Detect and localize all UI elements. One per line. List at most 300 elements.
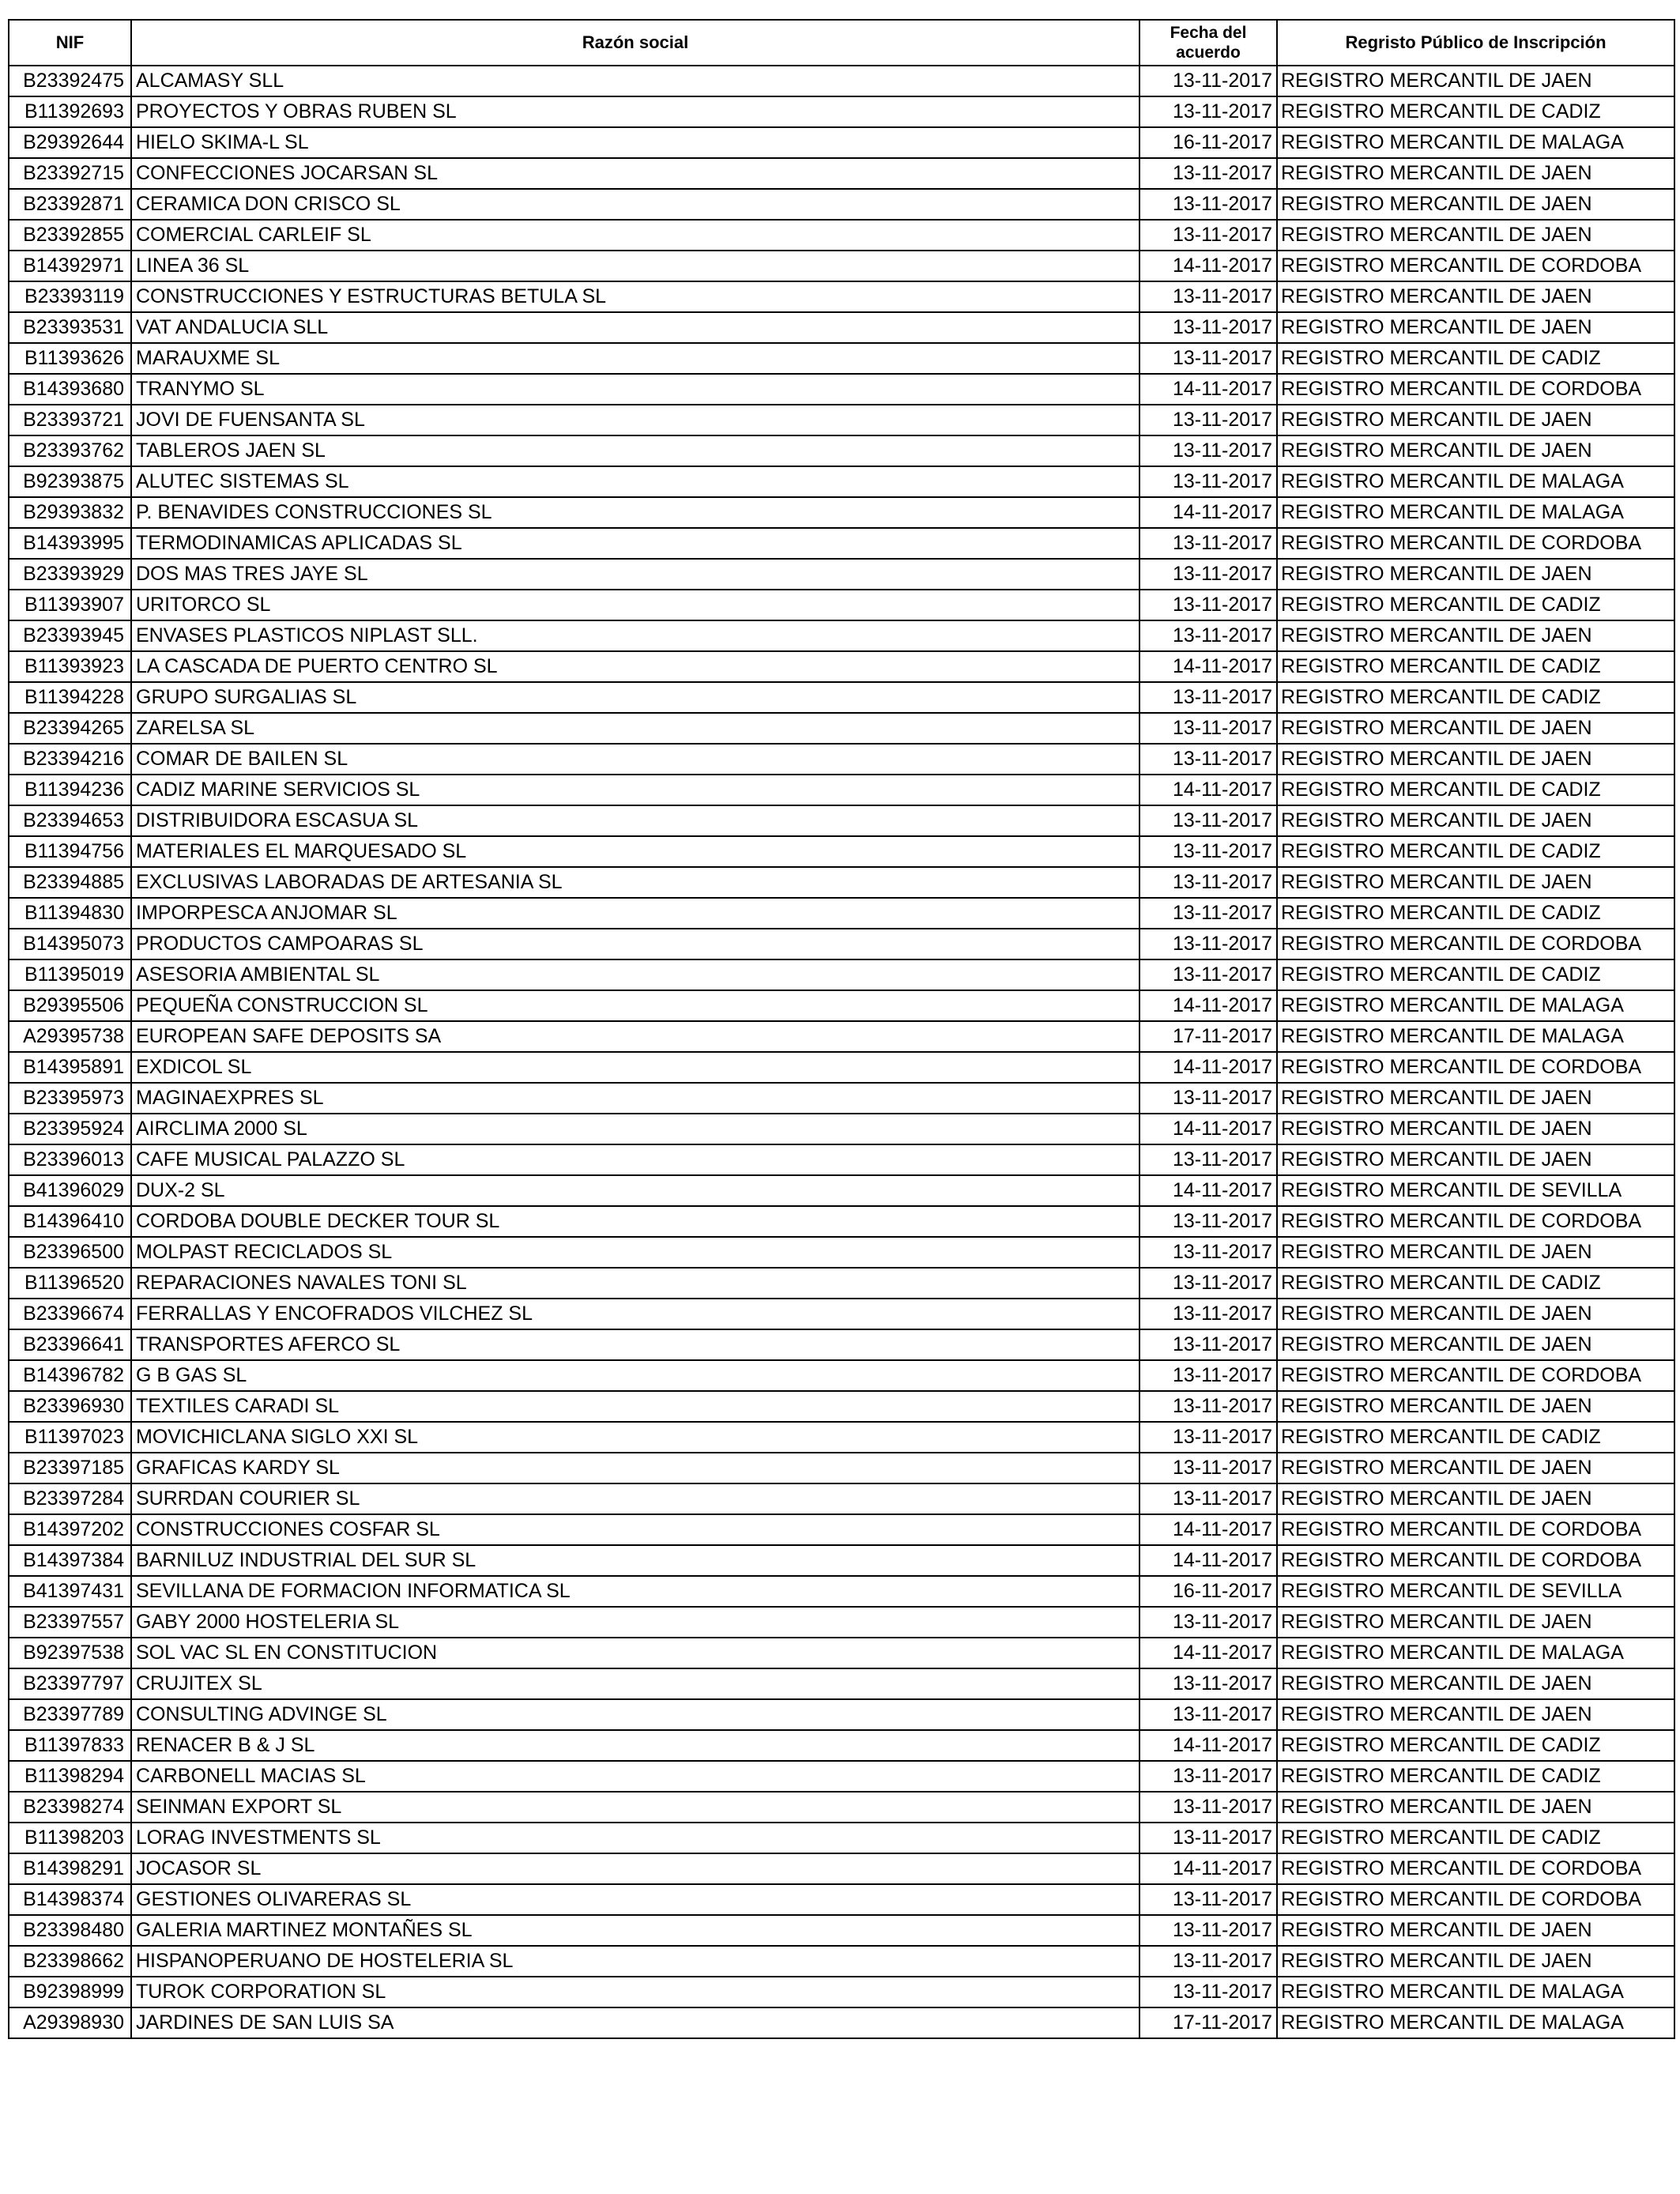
nif-cell: B14396782 bbox=[9, 1360, 131, 1391]
fecha-cell: 16-11-2017 bbox=[1139, 127, 1277, 158]
razon-social-cell: HIELO SKIMA-L SL bbox=[131, 127, 1139, 158]
razon-social-cell: EUROPEAN SAFE DEPOSITS SA bbox=[131, 1021, 1139, 1052]
razon-social-cell: TRANYMO SL bbox=[131, 374, 1139, 405]
razon-social-cell: ASESORIA AMBIENTAL SL bbox=[131, 959, 1139, 990]
registro-cell: REGISTRO MERCANTIL DE JAEN bbox=[1277, 1391, 1674, 1422]
razon-social-cell: LORAG INVESTMENTS SL bbox=[131, 1823, 1139, 1853]
razon-social-cell: ALCAMASY SLL bbox=[131, 66, 1139, 96]
razon-social-cell: BARNILUZ INDUSTRIAL DEL SUR SL bbox=[131, 1545, 1139, 1576]
razon-social-cell: COMERCIAL CARLEIF SL bbox=[131, 220, 1139, 251]
registro-cell: REGISTRO MERCANTIL DE JAEN bbox=[1277, 66, 1674, 96]
nif-cell: B92398999 bbox=[9, 1977, 131, 2007]
razon-social-cell: MARAUXME SL bbox=[131, 343, 1139, 374]
header-razon-social: Razón social bbox=[131, 20, 1139, 66]
table-row bbox=[9, 929, 1674, 959]
registro-cell: REGISTRO MERCANTIL DE CADIZ bbox=[1277, 651, 1674, 682]
nif-cell: B23394653 bbox=[9, 805, 131, 836]
razon-social-cell: TRANSPORTES AFERCO SL bbox=[131, 1329, 1139, 1360]
nif-cell: B11393923 bbox=[9, 651, 131, 682]
nif-cell: B11394236 bbox=[9, 775, 131, 805]
nif-cell: B14395891 bbox=[9, 1052, 131, 1083]
fecha-cell: 13-11-2017 bbox=[1139, 1422, 1277, 1453]
fecha-cell: 14-11-2017 bbox=[1139, 651, 1277, 682]
fecha-cell: 13-11-2017 bbox=[1139, 189, 1277, 220]
table-row bbox=[9, 990, 1674, 1021]
nif-cell: B11397833 bbox=[9, 1730, 131, 1761]
nif-cell: B41396029 bbox=[9, 1175, 131, 1206]
fecha-cell: 13-11-2017 bbox=[1139, 559, 1277, 590]
registro-cell: REGISTRO MERCANTIL DE JAEN bbox=[1277, 189, 1674, 220]
razon-social-cell: EXCLUSIVAS LABORADAS DE ARTESANIA SL bbox=[131, 867, 1139, 898]
table-row bbox=[9, 1299, 1674, 1329]
fecha-cell: 14-11-2017 bbox=[1139, 1114, 1277, 1144]
nif-cell: B23395973 bbox=[9, 1083, 131, 1114]
fecha-cell: 16-11-2017 bbox=[1139, 1576, 1277, 1607]
razon-social-cell: SEINMAN EXPORT SL bbox=[131, 1792, 1139, 1823]
razon-social-cell: GESTIONES OLIVARERAS SL bbox=[131, 1884, 1139, 1915]
nif-cell: B23396930 bbox=[9, 1391, 131, 1422]
table-row bbox=[9, 435, 1674, 466]
registro-cell: REGISTRO MERCANTIL DE MALAGA bbox=[1277, 1021, 1674, 1052]
registro-cell: REGISTRO MERCANTIL DE CORDOBA bbox=[1277, 1884, 1674, 1915]
fecha-cell: 14-11-2017 bbox=[1139, 990, 1277, 1021]
registro-cell: REGISTRO MERCANTIL DE MALAGA bbox=[1277, 1638, 1674, 1668]
nif-cell: B23394885 bbox=[9, 867, 131, 898]
fecha-cell: 13-11-2017 bbox=[1139, 713, 1277, 744]
table-row bbox=[9, 96, 1674, 127]
razon-social-cell: LINEA 36 SL bbox=[131, 251, 1139, 281]
razon-social-cell: MOLPAST RECICLADOS SL bbox=[131, 1237, 1139, 1268]
razon-social-cell: CARBONELL MACIAS SL bbox=[131, 1761, 1139, 1792]
nif-cell: B23393721 bbox=[9, 405, 131, 435]
fecha-cell: 13-11-2017 bbox=[1139, 1329, 1277, 1360]
razon-social-cell: GRAFICAS KARDY SL bbox=[131, 1453, 1139, 1483]
fecha-cell: 13-11-2017 bbox=[1139, 1915, 1277, 1946]
registro-cell: REGISTRO MERCANTIL DE MALAGA bbox=[1277, 2007, 1674, 2038]
razon-social-cell: GALERIA MARTINEZ MONTAÑES SL bbox=[131, 1915, 1139, 1946]
fecha-cell: 13-11-2017 bbox=[1139, 466, 1277, 497]
table-row bbox=[9, 713, 1674, 744]
nif-cell: B23393531 bbox=[9, 312, 131, 343]
fecha-cell: 13-11-2017 bbox=[1139, 528, 1277, 559]
table-row bbox=[9, 1391, 1674, 1422]
razon-social-cell: SOL VAC SL EN CONSTITUCION bbox=[131, 1638, 1139, 1668]
table-row bbox=[9, 1823, 1674, 1853]
table-row bbox=[9, 466, 1674, 497]
registro-cell: REGISTRO MERCANTIL DE JAEN bbox=[1277, 620, 1674, 651]
table-row bbox=[9, 497, 1674, 528]
table-row bbox=[9, 1083, 1674, 1114]
razon-social-cell: VAT ANDALUCIA SLL bbox=[131, 312, 1139, 343]
fecha-cell: 13-11-2017 bbox=[1139, 1884, 1277, 1915]
nif-cell: B23393762 bbox=[9, 435, 131, 466]
razon-social-cell: FERRALLAS Y ENCOFRADOS VILCHEZ SL bbox=[131, 1299, 1139, 1329]
fecha-cell: 13-11-2017 bbox=[1139, 158, 1277, 189]
fecha-cell: 14-11-2017 bbox=[1139, 775, 1277, 805]
nif-cell: B23395924 bbox=[9, 1114, 131, 1144]
header-fecha-line1: Fecha del bbox=[1170, 24, 1247, 42]
table-row bbox=[9, 1422, 1674, 1453]
table-row bbox=[9, 281, 1674, 312]
table-row bbox=[9, 1977, 1674, 2007]
table-row bbox=[9, 1607, 1674, 1638]
fecha-cell: 14-11-2017 bbox=[1139, 1730, 1277, 1761]
nif-cell: B11394756 bbox=[9, 836, 131, 867]
fecha-cell: 13-11-2017 bbox=[1139, 1453, 1277, 1483]
registro-cell: REGISTRO MERCANTIL DE CADIZ bbox=[1277, 682, 1674, 713]
razon-social-cell: RENACER B & J SL bbox=[131, 1730, 1139, 1761]
table-row bbox=[9, 1884, 1674, 1915]
razon-social-cell: GABY 2000 HOSTELERIA SL bbox=[131, 1607, 1139, 1638]
registro-cell: REGISTRO MERCANTIL DE JAEN bbox=[1277, 1792, 1674, 1823]
fecha-cell: 14-11-2017 bbox=[1139, 1052, 1277, 1083]
nif-cell: B14397202 bbox=[9, 1514, 131, 1545]
razon-social-cell: MAGINAEXPRES SL bbox=[131, 1083, 1139, 1114]
registro-cell: REGISTRO MERCANTIL DE MALAGA bbox=[1277, 990, 1674, 1021]
registro-cell: REGISTRO MERCANTIL DE MALAGA bbox=[1277, 127, 1674, 158]
table-row bbox=[9, 374, 1674, 405]
razon-social-cell: MATERIALES EL MARQUESADO SL bbox=[131, 836, 1139, 867]
table-row bbox=[9, 1699, 1674, 1730]
fecha-cell: 13-11-2017 bbox=[1139, 1299, 1277, 1329]
razon-social-cell: SURRDAN COURIER SL bbox=[131, 1483, 1139, 1514]
registro-cell: REGISTRO MERCANTIL DE JAEN bbox=[1277, 867, 1674, 898]
nif-cell: B23396641 bbox=[9, 1329, 131, 1360]
registro-cell: REGISTRO MERCANTIL DE JAEN bbox=[1277, 1699, 1674, 1730]
table-row bbox=[9, 1545, 1674, 1576]
razon-social-cell: PRODUCTOS CAMPOARAS SL bbox=[131, 929, 1139, 959]
nif-cell: B23398480 bbox=[9, 1915, 131, 1946]
table-row bbox=[9, 867, 1674, 898]
registro-cell: REGISTRO MERCANTIL DE CORDOBA bbox=[1277, 1052, 1674, 1083]
fecha-cell: 13-11-2017 bbox=[1139, 1360, 1277, 1391]
nif-cell: B23397185 bbox=[9, 1453, 131, 1483]
razon-social-cell: TEXTILES CARADI SL bbox=[131, 1391, 1139, 1422]
fecha-cell: 13-11-2017 bbox=[1139, 1761, 1277, 1792]
fecha-cell: 14-11-2017 bbox=[1139, 1175, 1277, 1206]
table-row bbox=[9, 1730, 1674, 1761]
header-registro: Regristo Público de Inscripción bbox=[1277, 20, 1674, 66]
fecha-cell: 13-11-2017 bbox=[1139, 435, 1277, 466]
razon-social-cell: CORDOBA DOUBLE DECKER TOUR SL bbox=[131, 1206, 1139, 1237]
registro-cell: REGISTRO MERCANTIL DE CORDOBA bbox=[1277, 1360, 1674, 1391]
registro-cell: REGISTRO MERCANTIL DE JAEN bbox=[1277, 158, 1674, 189]
nif-cell: B11394228 bbox=[9, 682, 131, 713]
fecha-cell: 14-11-2017 bbox=[1139, 374, 1277, 405]
table-row bbox=[9, 775, 1674, 805]
fecha-cell: 13-11-2017 bbox=[1139, 1668, 1277, 1699]
registro-cell: REGISTRO MERCANTIL DE CORDOBA bbox=[1277, 1853, 1674, 1884]
table-row bbox=[9, 528, 1674, 559]
header-row bbox=[9, 20, 1674, 66]
table-row bbox=[9, 1853, 1674, 1884]
razon-social-cell: LA CASCADA DE PUERTO CENTRO SL bbox=[131, 651, 1139, 682]
table-row bbox=[9, 836, 1674, 867]
nif-cell: B14397384 bbox=[9, 1545, 131, 1576]
fecha-cell: 14-11-2017 bbox=[1139, 497, 1277, 528]
razon-social-cell: CONSTRUCCIONES COSFAR SL bbox=[131, 1514, 1139, 1545]
table-row bbox=[9, 127, 1674, 158]
registro-cell: REGISTRO MERCANTIL DE CADIZ bbox=[1277, 343, 1674, 374]
registro-cell: REGISTRO MERCANTIL DE JAEN bbox=[1277, 1329, 1674, 1360]
nif-cell: B23392475 bbox=[9, 66, 131, 96]
nif-cell: B41397431 bbox=[9, 1576, 131, 1607]
fecha-cell: 13-11-2017 bbox=[1139, 312, 1277, 343]
nif-cell: B23398274 bbox=[9, 1792, 131, 1823]
razon-social-cell: REPARACIONES NAVALES TONI SL bbox=[131, 1268, 1139, 1299]
nif-cell: A29398930 bbox=[9, 2007, 131, 2038]
fecha-cell: 13-11-2017 bbox=[1139, 898, 1277, 929]
nif-cell: B23394216 bbox=[9, 744, 131, 775]
fecha-cell: 14-11-2017 bbox=[1139, 1545, 1277, 1576]
nif-cell: B14393680 bbox=[9, 374, 131, 405]
fecha-cell: 13-11-2017 bbox=[1139, 1792, 1277, 1823]
razon-social-cell: CONSTRUCCIONES Y ESTRUCTURAS BETULA SL bbox=[131, 281, 1139, 312]
razon-social-cell: CERAMICA DON CRISCO SL bbox=[131, 189, 1139, 220]
table-row bbox=[9, 1329, 1674, 1360]
razon-social-cell: GRUPO SURGALIAS SL bbox=[131, 682, 1139, 713]
registro-cell: REGISTRO MERCANTIL DE MALAGA bbox=[1277, 466, 1674, 497]
table-row bbox=[9, 1483, 1674, 1514]
table-row bbox=[9, 959, 1674, 990]
nif-cell: B14393995 bbox=[9, 528, 131, 559]
razon-social-cell: URITORCO SL bbox=[131, 590, 1139, 620]
registro-cell: REGISTRO MERCANTIL DE SEVILLA bbox=[1277, 1576, 1674, 1607]
registro-cell: REGISTRO MERCANTIL DE CADIZ bbox=[1277, 1730, 1674, 1761]
nif-cell: B23396674 bbox=[9, 1299, 131, 1329]
nif-cell: B23393945 bbox=[9, 620, 131, 651]
razon-social-cell: EXDICOL SL bbox=[131, 1052, 1139, 1083]
fecha-cell: 14-11-2017 bbox=[1139, 251, 1277, 281]
nif-cell: B23392715 bbox=[9, 158, 131, 189]
fecha-cell: 13-11-2017 bbox=[1139, 1237, 1277, 1268]
table-row bbox=[9, 1114, 1674, 1144]
registro-cell: REGISTRO MERCANTIL DE CADIZ bbox=[1277, 836, 1674, 867]
registro-cell: REGISTRO MERCANTIL DE CADIZ bbox=[1277, 1268, 1674, 1299]
razon-social-cell: ENVASES PLASTICOS NIPLAST SLL. bbox=[131, 620, 1139, 651]
table-row bbox=[9, 898, 1674, 929]
nif-cell: B14398374 bbox=[9, 1884, 131, 1915]
fecha-cell: 14-11-2017 bbox=[1139, 1514, 1277, 1545]
registro-cell: REGISTRO MERCANTIL DE MALAGA bbox=[1277, 1977, 1674, 2007]
fecha-cell: 13-11-2017 bbox=[1139, 682, 1277, 713]
nif-cell: B23397284 bbox=[9, 1483, 131, 1514]
nif-cell: B23393119 bbox=[9, 281, 131, 312]
table-row bbox=[9, 220, 1674, 251]
table-row bbox=[9, 1268, 1674, 1299]
header-fecha-line2: acuerdo bbox=[1176, 43, 1241, 62]
nif-cell: A29395738 bbox=[9, 1021, 131, 1052]
razon-social-cell: DISTRIBUIDORA ESCASUA SL bbox=[131, 805, 1139, 836]
registro-cell: REGISTRO MERCANTIL DE JAEN bbox=[1277, 435, 1674, 466]
table-row bbox=[9, 1576, 1674, 1607]
table-row bbox=[9, 343, 1674, 374]
registro-cell: REGISTRO MERCANTIL DE SEVILLA bbox=[1277, 1175, 1674, 1206]
razon-social-cell: P. BENAVIDES CONSTRUCCIONES SL bbox=[131, 497, 1139, 528]
razon-social-cell: TABLEROS JAEN SL bbox=[131, 435, 1139, 466]
fecha-cell: 13-11-2017 bbox=[1139, 405, 1277, 435]
table-row bbox=[9, 1792, 1674, 1823]
table-row bbox=[9, 1175, 1674, 1206]
table-row bbox=[9, 66, 1674, 96]
table-row bbox=[9, 1668, 1674, 1699]
registro-cell: REGISTRO MERCANTIL DE CORDOBA bbox=[1277, 929, 1674, 959]
registro-cell: REGISTRO MERCANTIL DE JAEN bbox=[1277, 1083, 1674, 1114]
registro-cell: REGISTRO MERCANTIL DE CORDOBA bbox=[1277, 1206, 1674, 1237]
registro-cell: REGISTRO MERCANTIL DE CADIZ bbox=[1277, 898, 1674, 929]
registro-cell: REGISTRO MERCANTIL DE JAEN bbox=[1277, 1144, 1674, 1175]
fecha-cell: 13-11-2017 bbox=[1139, 1144, 1277, 1175]
table-row bbox=[9, 744, 1674, 775]
nif-cell: B92397538 bbox=[9, 1638, 131, 1668]
nif-cell: B11394830 bbox=[9, 898, 131, 929]
nif-cell: B23396013 bbox=[9, 1144, 131, 1175]
fecha-cell: 13-11-2017 bbox=[1139, 929, 1277, 959]
nif-cell: B29393832 bbox=[9, 497, 131, 528]
table-row bbox=[9, 251, 1674, 281]
nif-cell: B14395073 bbox=[9, 929, 131, 959]
fecha-cell: 13-11-2017 bbox=[1139, 959, 1277, 990]
razon-social-cell: TUROK CORPORATION SL bbox=[131, 1977, 1139, 2007]
fecha-cell: 13-11-2017 bbox=[1139, 590, 1277, 620]
nif-cell: B11392693 bbox=[9, 96, 131, 127]
nif-cell: B11397023 bbox=[9, 1422, 131, 1453]
razon-social-cell: SEVILLANA DE FORMACION INFORMATICA SL bbox=[131, 1576, 1139, 1607]
razon-social-cell: JOVI DE FUENSANTA SL bbox=[131, 405, 1139, 435]
table-row bbox=[9, 1206, 1674, 1237]
table-row bbox=[9, 1915, 1674, 1946]
registro-cell: REGISTRO MERCANTIL DE CORDOBA bbox=[1277, 374, 1674, 405]
fecha-cell: 13-11-2017 bbox=[1139, 66, 1277, 96]
table-row bbox=[9, 1052, 1674, 1083]
nif-cell: B23397789 bbox=[9, 1699, 131, 1730]
razon-social-cell: TERMODINAMICAS APLICADAS SL bbox=[131, 528, 1139, 559]
table-row bbox=[9, 682, 1674, 713]
nif-cell: B23397557 bbox=[9, 1607, 131, 1638]
razon-social-cell: PROYECTOS Y OBRAS RUBEN SL bbox=[131, 96, 1139, 127]
razon-social-cell: JOCASOR SL bbox=[131, 1853, 1139, 1884]
table-row bbox=[9, 1453, 1674, 1483]
nif-cell: B23393929 bbox=[9, 559, 131, 590]
registro-cell: REGISTRO MERCANTIL DE CADIZ bbox=[1277, 1823, 1674, 1853]
table-row bbox=[9, 590, 1674, 620]
nif-cell: B23394265 bbox=[9, 713, 131, 744]
razon-social-cell: COMAR DE BAILEN SL bbox=[131, 744, 1139, 775]
fecha-cell: 13-11-2017 bbox=[1139, 836, 1277, 867]
registro-cell: REGISTRO MERCANTIL DE JAEN bbox=[1277, 281, 1674, 312]
nif-cell: B11398203 bbox=[9, 1823, 131, 1853]
registro-cell: REGISTRO MERCANTIL DE JAEN bbox=[1277, 1114, 1674, 1144]
registro-cell: REGISTRO MERCANTIL DE CADIZ bbox=[1277, 775, 1674, 805]
table-row bbox=[9, 620, 1674, 651]
nif-cell: B14396410 bbox=[9, 1206, 131, 1237]
razon-social-cell: PEQUEÑA CONSTRUCCION SL bbox=[131, 990, 1139, 1021]
razon-social-cell: DOS MAS TRES JAYE SL bbox=[131, 559, 1139, 590]
table-row bbox=[9, 405, 1674, 435]
fecha-cell: 13-11-2017 bbox=[1139, 1607, 1277, 1638]
registro-cell: REGISTRO MERCANTIL DE JAEN bbox=[1277, 1453, 1674, 1483]
nif-cell: B11396520 bbox=[9, 1268, 131, 1299]
registro-cell: REGISTRO MERCANTIL DE CORDOBA bbox=[1277, 251, 1674, 281]
razon-social-cell: CRUJITEX SL bbox=[131, 1668, 1139, 1699]
registro-cell: REGISTRO MERCANTIL DE CADIZ bbox=[1277, 96, 1674, 127]
razon-social-cell: CAFE MUSICAL PALAZZO SL bbox=[131, 1144, 1139, 1175]
razon-social-cell: MOVICHICLANA SIGLO XXI SL bbox=[131, 1422, 1139, 1453]
fecha-cell: 13-11-2017 bbox=[1139, 1946, 1277, 1977]
table-row bbox=[9, 158, 1674, 189]
fecha-cell: 13-11-2017 bbox=[1139, 1391, 1277, 1422]
razon-social-cell: G B GAS SL bbox=[131, 1360, 1139, 1391]
nif-cell: B11398294 bbox=[9, 1761, 131, 1792]
razon-social-cell: CONSULTING ADVINGE SL bbox=[131, 1699, 1139, 1730]
header-fecha-acuerdo bbox=[1139, 20, 1277, 66]
registro-cell: REGISTRO MERCANTIL DE CORDOBA bbox=[1277, 1545, 1674, 1576]
table-row bbox=[9, 559, 1674, 590]
table-row bbox=[9, 1360, 1674, 1391]
razon-social-cell: DUX-2 SL bbox=[131, 1175, 1139, 1206]
fecha-cell: 13-11-2017 bbox=[1139, 1977, 1277, 2007]
fecha-cell: 13-11-2017 bbox=[1139, 744, 1277, 775]
table-row bbox=[9, 2007, 1674, 2038]
nif-cell: B14398291 bbox=[9, 1853, 131, 1884]
registro-cell: REGISTRO MERCANTIL DE JAEN bbox=[1277, 713, 1674, 744]
fecha-cell: 13-11-2017 bbox=[1139, 1823, 1277, 1853]
fecha-cell: 13-11-2017 bbox=[1139, 867, 1277, 898]
fecha-cell: 13-11-2017 bbox=[1139, 343, 1277, 374]
table-row bbox=[9, 1514, 1674, 1545]
nif-cell: B23398662 bbox=[9, 1946, 131, 1977]
fecha-cell: 13-11-2017 bbox=[1139, 1083, 1277, 1114]
nif-cell: B14392971 bbox=[9, 251, 131, 281]
razon-social-cell: CADIZ MARINE SERVICIOS SL bbox=[131, 775, 1139, 805]
fecha-cell: 13-11-2017 bbox=[1139, 96, 1277, 127]
nif-cell: B29395506 bbox=[9, 990, 131, 1021]
table-row bbox=[9, 312, 1674, 343]
table-row bbox=[9, 1638, 1674, 1668]
fecha-cell: 13-11-2017 bbox=[1139, 1268, 1277, 1299]
razon-social-cell: AIRCLIMA 2000 SL bbox=[131, 1114, 1139, 1144]
fecha-cell: 14-11-2017 bbox=[1139, 1638, 1277, 1668]
registro-cell: REGISTRO MERCANTIL DE JAEN bbox=[1277, 220, 1674, 251]
registro-cell: REGISTRO MERCANTIL DE MALAGA bbox=[1277, 497, 1674, 528]
nif-cell: B11393626 bbox=[9, 343, 131, 374]
table-row bbox=[9, 651, 1674, 682]
fecha-cell: 13-11-2017 bbox=[1139, 805, 1277, 836]
nif-cell: B23392855 bbox=[9, 220, 131, 251]
razon-social-cell: HISPANOPERUANO DE HOSTELERIA SL bbox=[131, 1946, 1139, 1977]
fecha-cell: 13-11-2017 bbox=[1139, 1699, 1277, 1730]
registro-cell: REGISTRO MERCANTIL DE JAEN bbox=[1277, 1915, 1674, 1946]
registro-cell: REGISTRO MERCANTIL DE JAEN bbox=[1277, 1299, 1674, 1329]
nif-cell: B29392644 bbox=[9, 127, 131, 158]
fecha-cell: 13-11-2017 bbox=[1139, 220, 1277, 251]
header-nif: NIF bbox=[9, 20, 131, 66]
nif-cell: B11393907 bbox=[9, 590, 131, 620]
fecha-cell: 13-11-2017 bbox=[1139, 1206, 1277, 1237]
razon-social-cell: IMPORPESCA ANJOMAR SL bbox=[131, 898, 1139, 929]
table-header bbox=[9, 20, 1674, 66]
fecha-cell: 14-11-2017 bbox=[1139, 1853, 1277, 1884]
registro-cell: REGISTRO MERCANTIL DE JAEN bbox=[1277, 312, 1674, 343]
registro-cell: REGISTRO MERCANTIL DE JAEN bbox=[1277, 1607, 1674, 1638]
registro-cell: REGISTRO MERCANTIL DE JAEN bbox=[1277, 1237, 1674, 1268]
nif-cell: B23392871 bbox=[9, 189, 131, 220]
table-row bbox=[9, 1144, 1674, 1175]
table-row bbox=[9, 805, 1674, 836]
registro-cell: REGISTRO MERCANTIL DE CADIZ bbox=[1277, 959, 1674, 990]
nif-cell: B23396500 bbox=[9, 1237, 131, 1268]
fecha-cell: 13-11-2017 bbox=[1139, 281, 1277, 312]
